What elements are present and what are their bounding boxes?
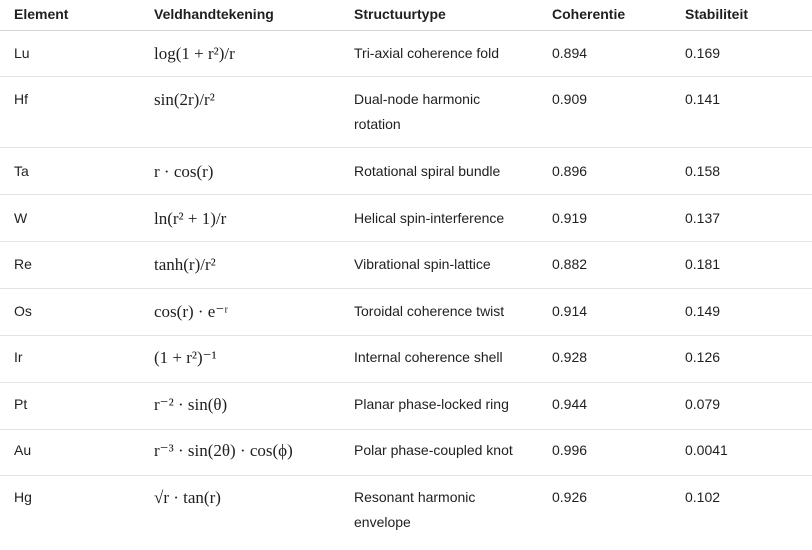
- cell-field-signature: cos(r) · e⁻ʳ: [154, 302, 229, 321]
- cell-field-signature: √r · tan(r): [154, 488, 221, 507]
- table-row: [0, 31, 812, 77]
- cell-stability: 0.079: [685, 396, 721, 412]
- cell-structure-type: Internal coherence shell: [354, 349, 503, 365]
- cell-stability: 0.141: [685, 91, 721, 107]
- cell-stability: 0.0041: [685, 442, 728, 458]
- header-coherence: Coherentie: [552, 6, 626, 22]
- cell-stability: 0.137: [685, 210, 721, 226]
- table-header-row: [0, 0, 812, 31]
- cell-coherence: 0.944: [552, 396, 588, 412]
- cell-coherence: 0.926: [552, 489, 588, 505]
- cell-coherence: 0.894: [552, 45, 588, 61]
- cell-structure-type: Polar phase-coupled knot: [354, 442, 513, 458]
- cell-stability: 0.102: [685, 489, 721, 505]
- cell-field-signature: r⁻² · sin(θ): [154, 395, 228, 414]
- cell-field-signature: log(1 + r²)/r: [154, 44, 235, 63]
- table-row: [0, 242, 812, 289]
- cell-coherence: 0.909: [552, 91, 588, 107]
- cell-structure-type: Planar phase-locked ring: [354, 396, 509, 412]
- table-row: [0, 383, 812, 430]
- header-element: Element: [14, 6, 69, 22]
- cell-structure-type: Toroidal coherence twist: [354, 303, 505, 319]
- cell-field-signature: r · cos(r): [154, 162, 214, 181]
- cell-element: Lu: [14, 45, 30, 61]
- cell-field-signature: tanh(r)/r²: [154, 255, 216, 274]
- cell-element: Hf: [14, 91, 28, 107]
- cell-structure-type: Vibrational spin-lattice: [354, 256, 491, 272]
- cell-element: Os: [14, 303, 32, 319]
- cell-stability: 0.149: [685, 303, 721, 319]
- cell-stability: 0.158: [685, 163, 721, 179]
- cell-coherence: 0.919: [552, 210, 588, 226]
- header-structure-type: Structuurtype: [354, 6, 446, 22]
- cell-structure-type: Resonant harmonic envelope: [354, 489, 476, 530]
- header-field-signature: Veldhandtekening: [154, 6, 274, 22]
- table-row: [0, 336, 812, 383]
- cell-stability: 0.181: [685, 256, 721, 272]
- table-row: [0, 77, 812, 148]
- cell-stability: 0.126: [685, 349, 721, 365]
- cell-element: Au: [14, 442, 32, 458]
- cell-coherence: 0.928: [552, 349, 588, 365]
- cell-structure-type: Tri-axial coherence fold: [354, 45, 499, 61]
- cell-element: Re: [14, 256, 32, 272]
- cell-structure-type: Rotational spiral bundle: [354, 163, 501, 179]
- cell-structure-type: Dual-node harmonic rotation: [354, 91, 481, 132]
- cell-element: Hg: [14, 489, 32, 505]
- table-row: [0, 195, 812, 242]
- cell-coherence: 0.914: [552, 303, 588, 319]
- cell-field-signature: (1 + r²)⁻¹: [154, 348, 217, 367]
- cell-element: Ta: [14, 163, 29, 179]
- header-stability: Stabiliteit: [685, 6, 749, 22]
- table-row: [0, 476, 812, 549]
- cell-stability: 0.169: [685, 45, 721, 61]
- cell-field-signature: r⁻³ · sin(2θ) · cos(ϕ): [154, 441, 293, 460]
- cell-element: Ir: [14, 349, 23, 365]
- table-row: [0, 430, 812, 476]
- cell-field-signature: sin(2r)/r²: [154, 90, 215, 109]
- cell-field-signature: ln(r² + 1)/r: [154, 209, 227, 228]
- cell-element: Pt: [14, 396, 28, 412]
- cell-coherence: 0.896: [552, 163, 588, 179]
- cell-coherence: 0.996: [552, 442, 588, 458]
- cell-structure-type: Helical spin-interference: [354, 210, 505, 226]
- table-row: [0, 289, 812, 336]
- table-row: [0, 148, 812, 195]
- cell-coherence: 0.882: [552, 256, 588, 272]
- cell-element: W: [14, 210, 28, 226]
